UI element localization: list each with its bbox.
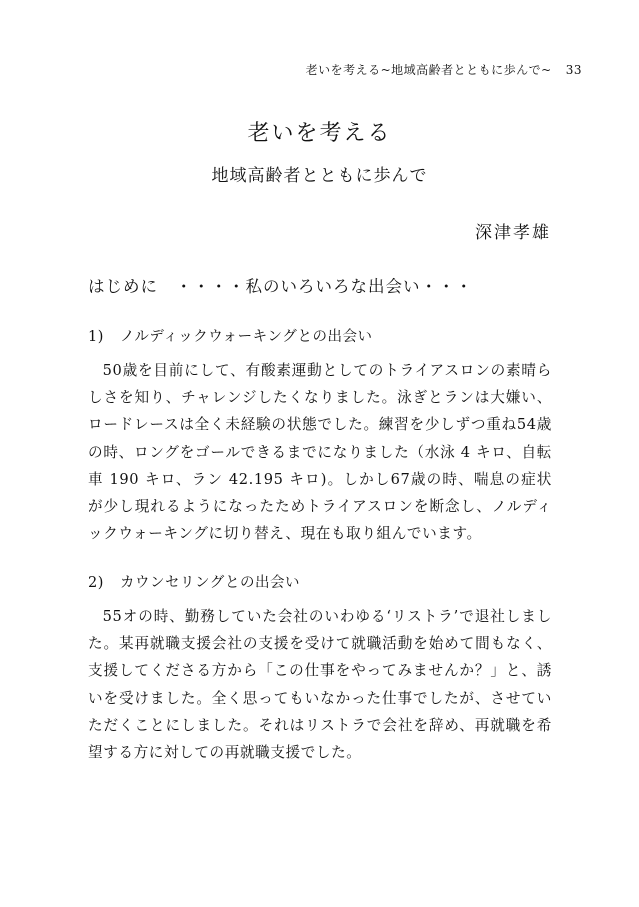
intro-heading: はじめに ・・・・私のいろいろな出会い・・・: [88, 277, 473, 296]
section-heading-text: カウンセリングとの出会い: [120, 575, 300, 591]
section-heading: [88, 573, 552, 603]
section-heading-text: ノルディックウォーキングとの出会い: [120, 329, 373, 345]
author-name: 深津孝雄: [475, 223, 551, 243]
section-heading: [88, 327, 552, 357]
running-header: [306, 61, 582, 78]
section-number: 1): [88, 329, 104, 345]
running-title: 老いを考える~地域高齢者とともに歩んで~: [305, 63, 552, 77]
section-counseling: [88, 573, 552, 766]
section-body: 55オの時、勤務していた会社のいわゆる‘リストラ’で退社しました。某再就職支援会社の支援を受けて就職活動を始めて間もなく、支援してくださる方から「この仕事をやってみませんか？」と、誘いを受けました。全く思ってもいなかった仕事でしたが、させていただくことにしました。それはリストラで会社を辞め、再就職を希望する方に対しての再就職支援でした。: [88, 608, 552, 762]
article-subtitle: 地域高齢者とともに歩んで: [211, 166, 428, 186]
section-nordic-walking: [88, 327, 552, 547]
article-title: 老いを考える: [247, 121, 392, 146]
page-number: 33: [565, 63, 582, 77]
section-number: 2): [88, 575, 104, 591]
section-body: 50歳を目前にして、有酸素運動としてのトライアスロンの素晴らしさを知り、チャレンジしたくなりました。泳ぎとランは大嫌い、ロードレースは全く未経験の状態でした。練習を少しずつ重ね54歳の時、ロングをゴールできるまでになりました（水泳 4 キロ、自転車 190 キロ、ラン 42.195 キロ)。しかし67歳の時、喘息の症状が少し現れるようになったためトライアスロンを断念し、ノルディックウォーキングに切り替え、現在も取り組んでいます。: [88, 362, 552, 543]
